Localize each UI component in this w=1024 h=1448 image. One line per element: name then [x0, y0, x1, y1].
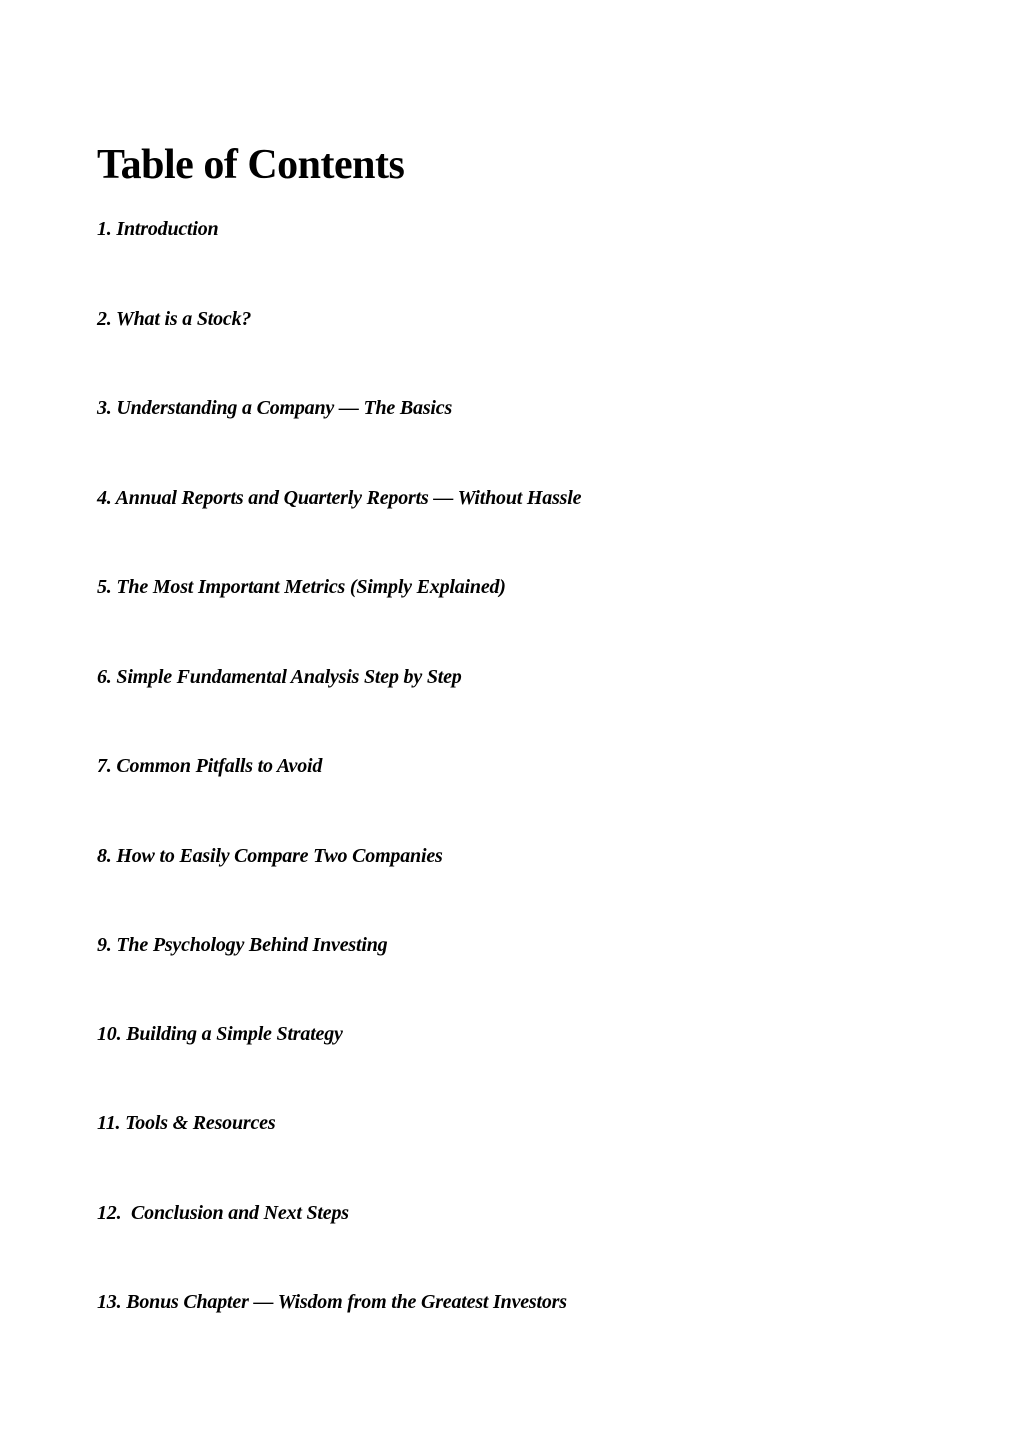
toc-item-annual-reports: 4. Annual Reports and Quarterly Reports — Without Hassle: [97, 487, 582, 509]
toc-item-compare-companies: 8. How to Easily Compare Two Companies: [97, 845, 443, 867]
toc-item-simple-strategy: 10. Building a Simple Strategy: [97, 1023, 343, 1045]
toc-item-bonus-chapter: 13. Bonus Chapter — Wisdom from the Greatest Investors: [97, 1291, 567, 1313]
toc-item-psychology: 9. The Psychology Behind Investing: [97, 934, 388, 956]
toc-item-tools-resources: 11. Tools & Resources: [97, 1112, 276, 1134]
toc-item-conclusion: 12. Conclusion and Next Steps: [97, 1202, 349, 1224]
toc-item-fundamental-analysis: 6. Simple Fundamental Analysis Step by Step: [97, 666, 462, 688]
toc-item-common-pitfalls: 7. Common Pitfalls to Avoid: [97, 755, 323, 777]
toc-item-introduction: 1. Introduction: [97, 218, 219, 240]
page-title: Table of Contents: [97, 142, 405, 188]
toc-item-important-metrics: 5. The Most Important Metrics (Simply Explained): [97, 576, 506, 598]
toc-item-understanding-a-company: 3. Understanding a Company — The Basics: [97, 397, 453, 419]
toc-item-what-is-a-stock: 2. What is a Stock?: [97, 308, 252, 330]
